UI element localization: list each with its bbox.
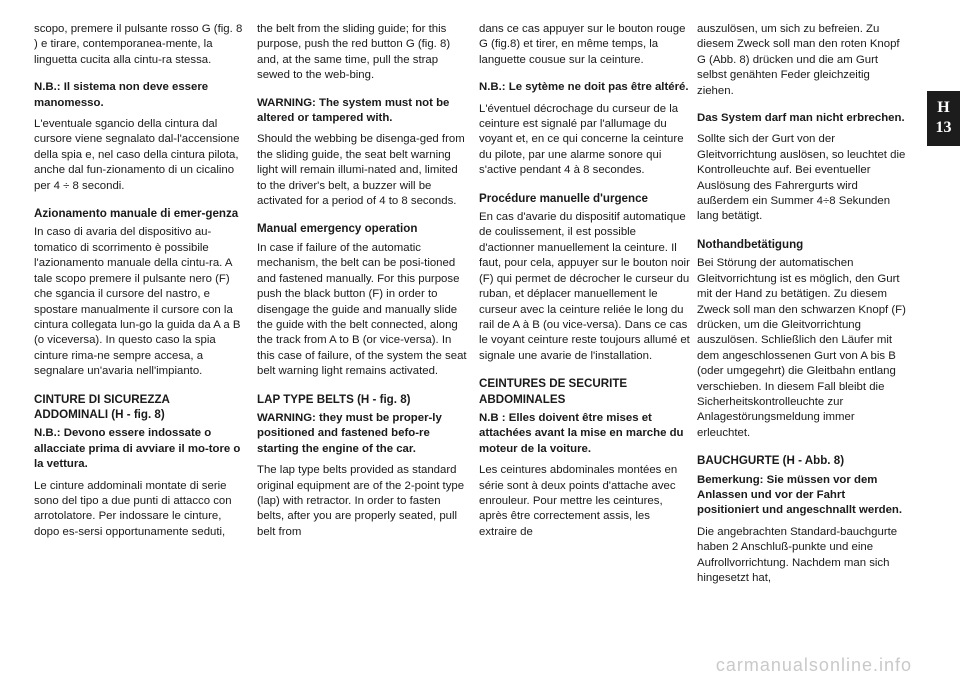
section-tab-letter: H xyxy=(937,99,950,116)
section-tab xyxy=(927,91,960,146)
note-paragraph: N.B.: Le sytème ne doit pas être altéré. xyxy=(479,81,689,94)
body-paragraph: Die angebrachten Standard-bauchgurte haben 2 Anschluß-punkte und eine Aufrollvorrichtung. Nachdem man sich hingesetzt hat, xyxy=(697,525,898,584)
body-paragraph: En cas d'avarie du dispositif automatique de coulissement, il est possible d'actionner manuellement la ceinture. Il faut, pour cela, appuyer sur le bouton noir (F) qui permet de décrocher le curseur du ruban, et déplacer manuellement le curseur avec la ceinture reliée le long du rail de A à B (ou vice-versa). Dans ce cas le voyant ceinture reste toujours allumé et signale une avarie de l'installation. xyxy=(479,211,690,362)
body-paragraph: dans ce cas appuyer sur le bouton rouge G (fig.8) et tirer, en même temps, la languette cousue sur la ceinture. xyxy=(479,23,686,66)
body-paragraph: Should the webbing be disenga-ged from the sliding guide, the seat belt warning light will remain illumi-nated and, limited to the driver's belt, a buzzer will be activated for a period of 4 to 8 seconds. xyxy=(257,133,465,208)
body-paragraph: L'eventuale sgancio della cintura dal cursore viene segnalato dal-l'accensione della spia e, nel caso della cintura pilota, anche dal fun-zionamento di un cicalino per 4 ÷ 8 secondi. xyxy=(34,118,240,192)
section-heading: Azionamento manuale di emer-genza xyxy=(34,207,239,221)
body-paragraph: In case if failure of the automatic mechanism, the belt can be posi-tioned and fastened manually. For this purpose push the black button (F) in order to disengage the guide and manually slide the guide with the belt connected, along the track from A to B (or vice-versa). In this case of failure, of the system the seat belt warning light remains activated. xyxy=(257,241,467,378)
body-paragraph: Les ceintures abdominales montées en série sont à deux points d'attache avec enrouleur. Pour mettre les ceintures, après être correctement assis, les extraire de xyxy=(479,464,678,538)
body-paragraph: Le cinture addominali montate di serie sono del tipo a due punti di attacco con arrotolatore. Per indossare le cinture, dopo es-sersi opportunamente seduti, xyxy=(34,479,232,538)
section-heading: LAP TYPE BELTS (H - fig. 8) xyxy=(257,392,411,406)
body-paragraph: The lap type belts provided as standard original equipment are of the 2-point type (lap) with retractor. In order to fasten belts, after you are properly seated, pull belt from xyxy=(257,464,465,538)
column-french xyxy=(479,22,691,552)
body-paragraph: Bei Störung der automatischen Gleitvorrichtung ist es möglich, den Gurt mit der Hand zu betätigen. Zu diesem Zweck soll man den schwarzen Knopf (F) drücken, um die Gleitvorrichtung auszulösen. Schließlich den Läufer mit dem angeschlossenen Gurt von A bis B (oder umgegehrt) die Gleitbahn entlang verschieben. In diesem Fall bleibt die Sicherheitskontrolleuchte zur Anlagestörungsmeldung immer erleuchtet. xyxy=(697,257,906,439)
note-paragraph: N.B : Elles doivent être mises et attachées avant la mise en marche du moteur de la voiture. xyxy=(479,411,684,455)
note-paragraph: Das System darf man nicht erbrechen. xyxy=(697,112,905,125)
column-english xyxy=(257,22,469,552)
section-heading: CEINTURES DE SECURITE ABDOMINALES xyxy=(479,377,628,406)
watermark: carmanualsonline.info xyxy=(715,655,912,675)
body-paragraph: scopo, premere il pulsante rosso G (fig. 8 ) e tirare, contemporanea-mente, la linguetta cucita alla cintu-ra stessa. xyxy=(34,23,243,66)
note-paragraph: N.B.: Devono essere indossate o allacciate prima di avviare il mo-tore o la vettura. xyxy=(34,427,241,471)
section-heading: CINTURE DI SICUREZZA ADDOMINALI (H - fig. 8) xyxy=(34,392,170,421)
section-heading: Nothandbetätigung xyxy=(697,237,804,251)
body-paragraph: Sollte sich der Gurt von der Gleitvorrichtung auslösen, so leuchtet die Kontrolleuchte auf. Bei eventueller Auslösung des Fahrergurts wird außerdem ein Summer 4÷8 Sekunden lang betätigt. xyxy=(697,133,906,223)
body-paragraph: auszulösen, um sich zu befreien. Zu diesem Zweck soll man den roten Knopf G (Abb. 8) drücken und die am Gurt selbst genähten Feder gleichzeitig ziehen. xyxy=(697,23,900,97)
column-italian xyxy=(34,22,246,552)
column-german xyxy=(697,22,909,598)
note-paragraph: WARNING: The system must not be altered or tampered with. xyxy=(257,96,450,125)
section-tab-number: 13 xyxy=(935,119,952,136)
section-heading: BAUCHGURTE (H - Abb. 8) xyxy=(697,454,845,468)
note-paragraph: N.B.: Il sistema non deve essere manomesso. xyxy=(34,81,209,109)
body-paragraph: In caso di avaria del dispositivo au-tomatico di scorrimento è possibile l'azionamento manuale della cintu-ra. A tale scopo premere il pulsante nero (F) che sgancia il cursore del nastro, e spostare manualmente il cursore con la cintura collegata lun-go la guida da A a B (o viceversa). In questo caso la spia cinture rima-ne sempre accesa, a segnalare un'avaria nell'impianto. xyxy=(34,226,241,378)
body-paragraph: the belt from the sliding guide; for this purpose, push the red button G (fig. 8) and, at the same time, pull the strap sewed to the web-bing. xyxy=(257,23,451,82)
section-heading: Procédure manuelle d'urgence xyxy=(479,191,648,205)
body-paragraph: L'éventuel décrochage du curseur de la ceinture est signalé par l'allumage du voyant et, en ce qui concerne la ceinture du pilote, par une alarme sonore qui s'active pendant 4 à 8 secondes. xyxy=(479,102,684,177)
note-paragraph: WARNING: they must be proper-ly positioned and fastened befo-re starting the engine of the car. xyxy=(257,411,442,455)
note-paragraph: Bemerkung: Sie müssen vor dem Anlassen und vor der Fahrt positioniert und angeschnallt werden. xyxy=(697,473,903,517)
section-heading: Manual emergency operation xyxy=(257,222,418,236)
